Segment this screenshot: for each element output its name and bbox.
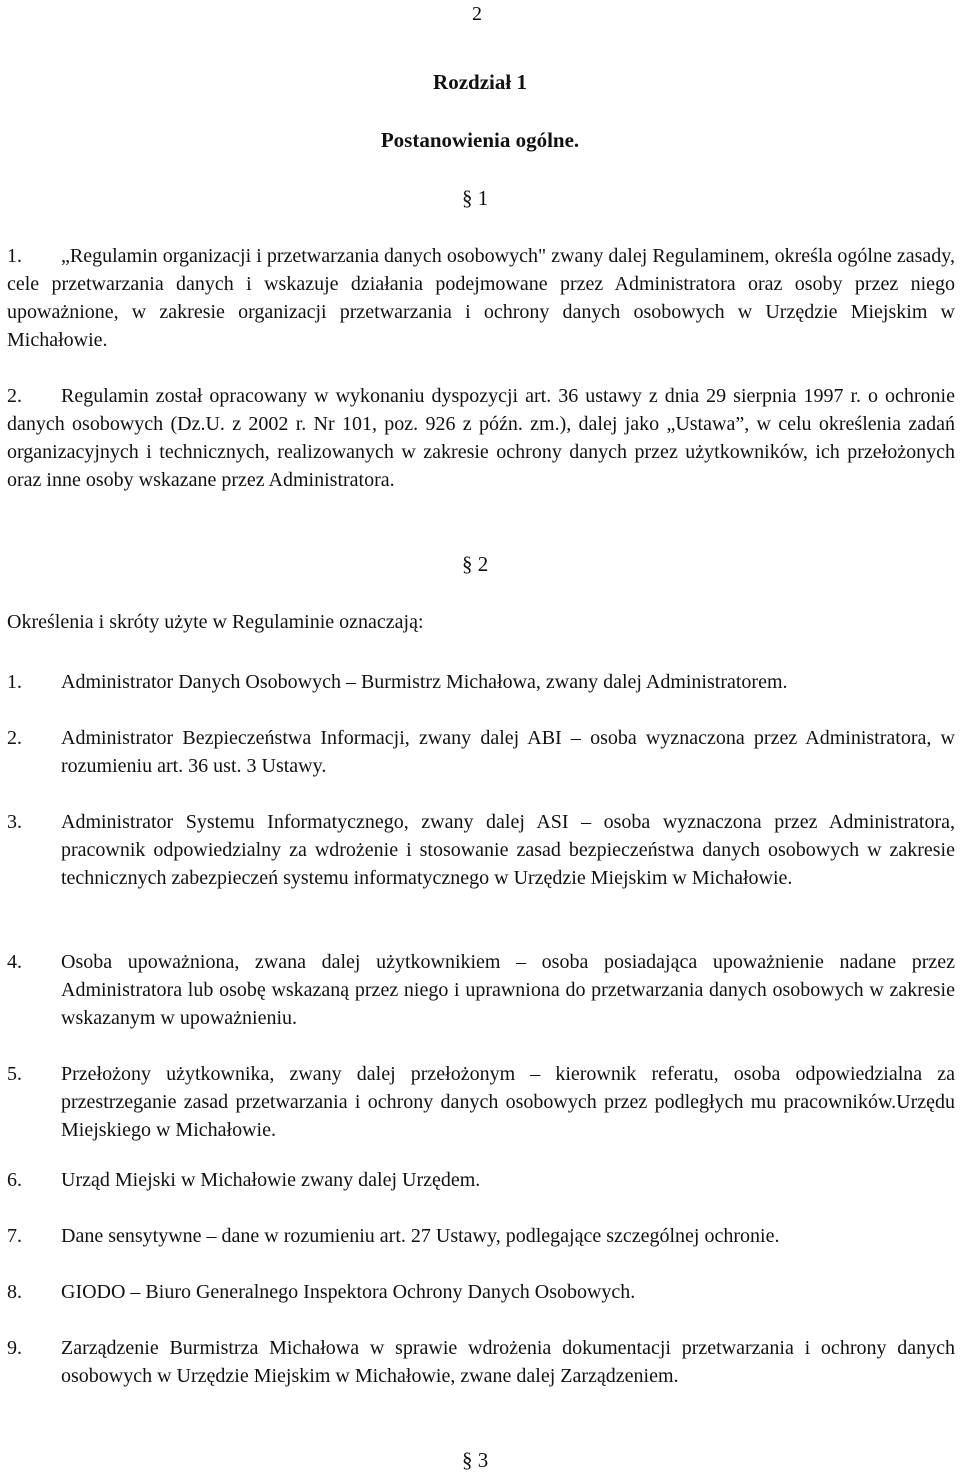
item-text: Osoba upoważniona, zwana dalej użytkownikiem – osoba posiadająca upoważnienie nadane przez Administratora lub osobę wskazaną przez niego i uprawniona do przetwarzania danych osobowych w zakresie wskazanym w upoważnieniu. bbox=[61, 951, 955, 1029]
item-text: Administrator Bezpieczeństwa Informacji, zwany dalej ABI – osoba wyznaczona przez Administratora, w rozumieniu art. 36 ust. 3 Ustawy. bbox=[61, 727, 955, 777]
item-text: Przełożony użytkownika, zwany dalej przełożonym – kierownik referatu, osoba odpowiedzialna za przestrzeganie zasad przetwarzania i ochrony danych osobowych przez podległych mu pracowników.Urzędu Miejskiego w Michałowie. bbox=[61, 1063, 955, 1141]
section-marker-1: § 1 bbox=[462, 186, 489, 210]
item-number: 9. bbox=[7, 1337, 22, 1359]
item-number: 4. bbox=[7, 951, 22, 973]
item-number: 2. bbox=[7, 385, 22, 407]
section-marker-3: § 3 bbox=[462, 1448, 489, 1472]
item-text: Administrator Danych Osobowych – Burmistrz Michałowa, zwany dalej Administratorem. bbox=[61, 671, 788, 693]
item-number: 7. bbox=[7, 1225, 22, 1247]
section-marker-2: § 2 bbox=[462, 552, 489, 576]
item-text: Administrator Systemu Informatycznego, zwany dalej ASI – osoba wyznaczona przez Administratora, pracownik odpowiedzialny za wdrożenie i stosowanie zasad bezpieczeństwa danych osobowych w zakresie technicznych zabezpieczeń systemu informatycznego w Urzędzie Miejskim w Michałowie. bbox=[61, 811, 955, 889]
item-text: Zarządzenie Burmistrza Michałowa w sprawie wdrożenia dokumentacji przetwarzania i ochrony danych osobowych w Urzędzie Miejskim w Michałowie, zwane dalej Zarządzeniem. bbox=[61, 1337, 955, 1387]
item-number: 8. bbox=[7, 1281, 22, 1303]
section2-intro: Określenia i skróty użyte w Regulaminie oznaczają: bbox=[7, 611, 424, 633]
item-number: 6. bbox=[7, 1169, 22, 1191]
item-number: 3. bbox=[7, 811, 22, 833]
chapter-subtitle: Postanowienia ogólne. bbox=[380, 128, 580, 152]
chapter-title: Rozdział 1 bbox=[433, 70, 527, 94]
item-text: Regulamin został opracowany w wykonaniu dyspozycji art. 36 ustawy z dnia 29 sierpnia 1997 r. o ochronie danych osobowych (Dz.U. z 2002 r. Nr 101, poz. 926 z późn. zm.), dalej jako „Ustawa”, w celu określenia zadań organizacyjnych i technicznych, realizowanych w zakresie ochrony danych przez użytkowników, ich przełożonych oraz inne osoby wskazane przez Administratora. bbox=[7, 385, 955, 491]
page-number: 2 bbox=[472, 3, 482, 25]
item-number: 1. bbox=[7, 245, 22, 267]
item-text: Urząd Miejski w Michałowie zwany dalej Urzędem. bbox=[61, 1169, 481, 1191]
item-number: 2. bbox=[7, 727, 22, 749]
item-text: GIODO – Biuro Generalnego Inspektora Ochrony Danych Osobowych. bbox=[61, 1281, 636, 1303]
item-number: 1. bbox=[7, 671, 22, 693]
item-text: „Regulamin organizacji i przetwarzania danych osobowych" zwany dalej Regulaminem, określa ogólne zasady, cele przetwarzania danych i wskazuje działania podejmowane przez Administratora oraz osoby przez niego upoważnione, w zakresie organizacji przetwarzania i ochrony danych osobowych w Urzędzie Miejskim w Michałowie. bbox=[7, 245, 955, 351]
item-number: 5. bbox=[7, 1063, 22, 1085]
item-text: Dane sensytywne – dane w rozumieniu art. 27 Ustawy, podlegające szczególnej ochronie. bbox=[61, 1225, 780, 1247]
